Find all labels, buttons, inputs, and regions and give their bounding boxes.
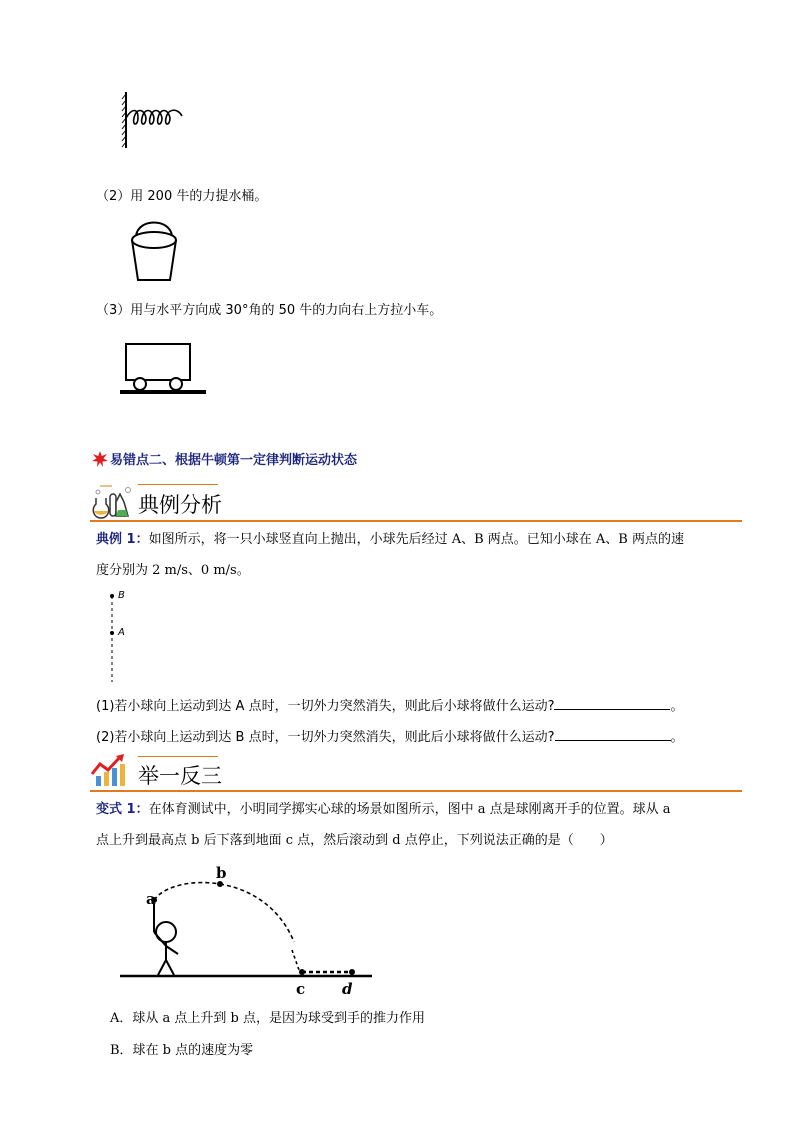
ball-d (349, 969, 355, 975)
variant-section-header: 举一反三 (138, 764, 222, 788)
example-line-1 (96, 531, 684, 549)
variant-line-1 (96, 801, 670, 819)
header-underline (90, 520, 742, 522)
end-mark-2: 。 (670, 730, 684, 745)
fig-label-a: a (146, 890, 156, 908)
spring-wall-figure (118, 90, 193, 152)
option-b[interactable]: B．球在 b 点的速度为零 (110, 1043, 254, 1058)
example-section-header: 典例分析 (138, 493, 222, 517)
starburst-icon (92, 451, 108, 467)
point-a-label: A (118, 627, 125, 638)
answer-blank-1[interactable] (554, 697, 670, 710)
sub-question-1 (96, 697, 684, 716)
ball-c (299, 969, 305, 975)
variant-header-top-line (138, 756, 218, 757)
sub-question-2 (96, 728, 684, 747)
example-text-2: 度分别为 2 m/s、0 m/s。 (96, 563, 250, 578)
point-a-dot (110, 631, 114, 635)
fig-label-b: b (216, 864, 227, 882)
trend-chart-icon (90, 754, 130, 788)
variant-header-underline (90, 790, 742, 792)
bucket-figure (128, 214, 180, 286)
example-text-1: 如图所示，将一只小球竖直向上抛出，小球先后经过 A、B 两点。已知小球在 A、B 两点的速 (148, 532, 684, 547)
point-b-dot (110, 594, 114, 598)
fig-label-d: d (342, 980, 353, 998)
cart-figure (118, 340, 210, 398)
sub-question-1-text: (1)若小球向上运动到达 A 点时，一切外力突然消失，则此后小球将做什么运动? (96, 699, 555, 714)
question-2: （2）用 200 牛的力提水桶。 (96, 189, 268, 204)
variant-label: 变式 1： (96, 802, 149, 817)
lab-flask-icon (90, 484, 134, 520)
point-b-label: B (118, 590, 125, 601)
example-label: 典例 1： (96, 532, 149, 547)
sub-question-2-text: (2)若小球向上运动到达 B 点时，一切外力突然消失，则此后小球将做什么运动? (96, 730, 555, 745)
error-point-title: 易错点二、根据牛顿第一定律判断运动状态 (110, 453, 358, 468)
variant-text-2: 点上升到最高点 b 后下落到地面 c 点，然后滚动到 d 点停止，下列说法正确的是（ ） (96, 833, 613, 848)
question-3: （3）用与水平方向成 30°角的 50 牛的力向右上方拉小车。 (96, 303, 443, 318)
fig-label-c: c (296, 980, 306, 998)
variant-text-1: 在体育测试中，小明同学掷实心球的场景如图所示，图中 a 点是球刚离开手的位置。球从 a (148, 802, 671, 817)
answer-blank-2[interactable] (555, 728, 671, 741)
option-a[interactable]: A．球从 a 点上升到 b 点，是因为球受到手的推力作用 (110, 1011, 425, 1026)
end-mark-1: 。 (670, 699, 684, 714)
shot-put-figure (116, 862, 378, 998)
header-top-line (138, 484, 218, 485)
